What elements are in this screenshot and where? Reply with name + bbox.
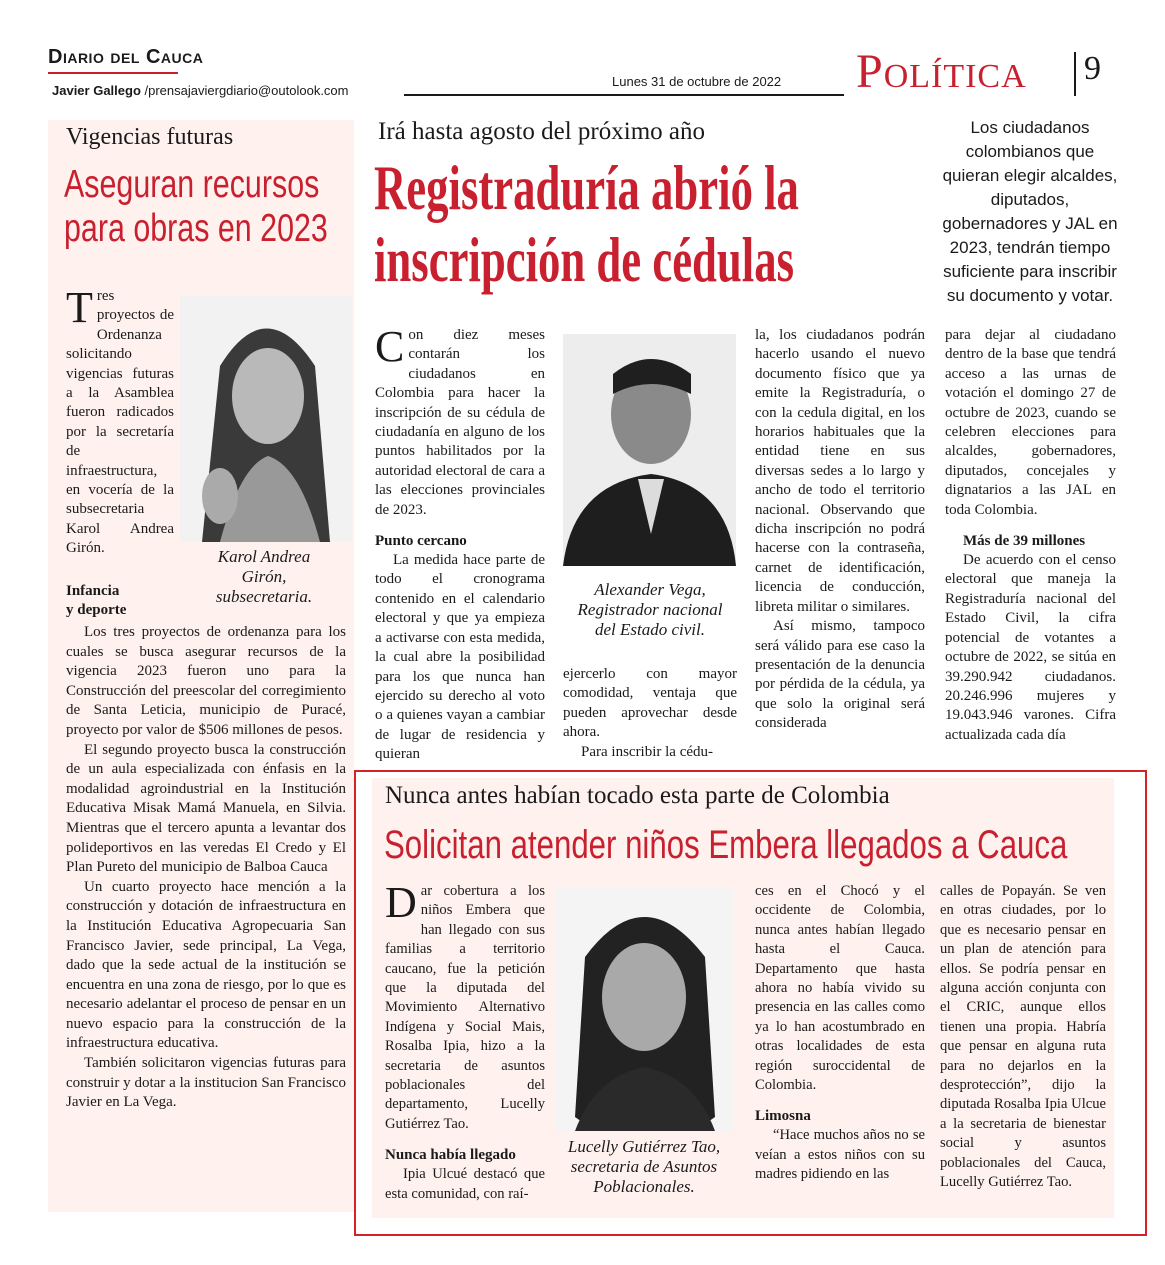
left-para-2: El segundo proyecto busca la construcción de un aula especializada con énfasis en la modalidad agroindustrial en la Institución Educativa Misak Mamá Manuela, en Silvia. Mientras que el tercero apunta a levantar dos polideportivos en las veredas El Credo y El Plan Pureto del municipio de Balboa Cauca bbox=[66, 741, 346, 876]
boxed-col1-para-2: Ipia Ulcué destacó que esta comunidad, con raí- bbox=[385, 1166, 545, 1202]
section-divider bbox=[1074, 52, 1076, 96]
boxed-column-4 bbox=[940, 882, 1106, 1193]
boxed-subhead-nunca: Nunca había llegado bbox=[385, 1147, 516, 1164]
main-column-3 bbox=[755, 326, 925, 734]
karol-photo-caption bbox=[176, 547, 352, 607]
section-name: Política bbox=[856, 45, 1027, 98]
author-line bbox=[52, 83, 349, 98]
left-para-3: Un cuarto proyecto hace mención a la construcción y dotación de infraestructura en la Institución Educativa Agropecuaria San Francisco Javier, sede principal, La Vega, dado que la sede actual de la institución se encuentra en una zona de riesgo, por lo que es necesario adelantar el proceso de pensar en un nuevo espacio para la construcción de la infraestructura educativa. bbox=[66, 878, 346, 1052]
alex-caption-line-2: Registrador nacional bbox=[577, 600, 723, 619]
newspaper-name: Diario del Cauca bbox=[48, 46, 204, 68]
person-portrait-icon bbox=[555, 887, 733, 1131]
newspaper-name-underline bbox=[48, 72, 178, 74]
boxed-subhead-limosna: Limosna bbox=[755, 1108, 811, 1125]
main-column-1 bbox=[375, 322, 545, 765]
lucelly-caption-line-1: Lucelly Gutiérrez Tao, bbox=[567, 1137, 721, 1156]
alexander-photo-caption bbox=[560, 580, 740, 640]
boxed-column-3 bbox=[755, 882, 925, 1185]
page-number: 9 bbox=[1084, 50, 1101, 87]
alex-caption-line-3: del Estado civil. bbox=[594, 620, 705, 639]
main-col1-para-2: La medida hace parte de todo el cronograma contenido en el calendario electoral y que ya empieza a activarse con esta medida, la cual abre la posibilidad para los que nunca han ejercido su derecho al voto o a quienes vayan a cambiar de lugar de residencia y quieran bbox=[375, 552, 545, 763]
left-headline-line-2: para obras en 2023 bbox=[64, 207, 328, 250]
left-headline-line-1: Aseguran recursos bbox=[64, 163, 320, 206]
left-subhead-line-2: y deporte bbox=[66, 602, 127, 618]
main-article-headline bbox=[374, 152, 799, 296]
karol-caption-line-1: Karol Andrea bbox=[217, 547, 311, 566]
boxed-dropcap: D bbox=[385, 878, 417, 927]
main-article-summary: Los ciudadanos colombianos que quieran elegir alcaldes, diputados, gobernadores y JAL en 2023, tendrán tiempo suficiente para inscribir su documento y votar. bbox=[942, 118, 1118, 305]
left-dropcap: T bbox=[66, 283, 93, 332]
left-para-1: Los tres proyectos de ordenanza para los cuales se busca asegurar recursos de la vigencia 2023 fueron uno para la Construcción del preescolar del corregimiento de Santa Leticia, municipio de Puracé, proyecto por valor de $506 millones de pesos. bbox=[66, 624, 346, 738]
left-article-body bbox=[66, 623, 346, 1113]
author-name: Javier Gallego bbox=[52, 83, 141, 98]
lucelly-photo-caption bbox=[548, 1137, 740, 1197]
lucelly-gutierrez-photo bbox=[555, 887, 733, 1131]
left-article-headline bbox=[64, 163, 328, 251]
left-article-intro bbox=[66, 283, 174, 559]
main-col4-para-2: De acuerdo con el censo electoral que maneja la Registraduría nacional del Estado Civil, la cifra potencial de votantes a octubre de 2022, se sitúa en 39.290.942 ciudadanos. 20.246.996 mujeres y 19.043.946 varones. Cifra actualizada cada día bbox=[945, 552, 1116, 743]
main-headline-line-2: inscripción de cédulas bbox=[374, 225, 795, 295]
main-column-2 bbox=[563, 665, 737, 762]
person-portrait-icon bbox=[563, 334, 736, 566]
left-subhead bbox=[66, 582, 176, 620]
main-col2-para-1: ejercerlo con mayor comodidad, ventaja que pueden aprovechar desde ahora. bbox=[563, 666, 737, 741]
main-subhead-millones: Más de 39 millones bbox=[963, 533, 1086, 550]
left-article-kicker: Vigencias futuras bbox=[66, 124, 234, 150]
boxed-col3-para-2: “Hace muchos años no se veían a estos niños con su madres pidiendo en las bbox=[755, 1127, 925, 1183]
boxed-col3-para-1: ces en el Chocó y el occidente de Colombia, nunca antes habían llegado hasta el Cauca. Departamento que hasta ahora no había vivido su presencia en las calles como ya lo han acostumbrado en otras localidades de esta región suroccidental de Colombia. bbox=[755, 883, 925, 1094]
boxed-column-1 bbox=[385, 878, 545, 1204]
alex-caption-line-1: Alexander Vega, bbox=[594, 580, 706, 599]
left-intro-text: res proyectos de Ordenanza solicitando vigencias futuras a la Asamblea fueron radicados por la secretaría de infraestructura, en vocería de la subsecretaria Karol Andrea Girón. bbox=[66, 288, 174, 557]
karol-giron-photo bbox=[180, 296, 352, 542]
main-col1-para-1: on diez meses contarán los ciudadanos en Colombia para hacer la inscripción de su cédula de ciudadanía en alguno de los puntos habilitados por la autoridad electoral de cara a las elecciones provinciales de 2023. bbox=[375, 327, 545, 518]
karol-caption-line-3: subsecretaria. bbox=[215, 587, 313, 606]
main-headline-line-1: Registraduría abrió la bbox=[374, 153, 799, 223]
main-col3-para-2: Así mismo, tampoco será válido para ese caso la presentación de la denuncia por pérdida de la cédula, ya que solo la original será considerada bbox=[755, 618, 925, 732]
boxed-article-headline: Solicitan atender niños Embera llegados a Cauca bbox=[384, 823, 1068, 867]
main-dropcap: C bbox=[375, 322, 405, 371]
main-article-kicker: Irá hasta agosto del próximo año bbox=[378, 118, 705, 145]
alexander-vega-photo bbox=[563, 334, 736, 566]
boxed-col1-para-1: ar cobertura a los niños Embera que han llegado con sus familias a territorio caucano, fue la petición que la diputada del Movimiento Alternativo Indígena y Social Mais, Rosalba Ipia, hizo a la secretaria de asuntos poblacionales del departamento, Lucelly Gutiérrez Tao. bbox=[385, 883, 545, 1132]
left-subhead-line-1: Infancia bbox=[66, 583, 120, 599]
main-col4-para-1: para dejar al ciudadano dentro de la base que tendrá acceso a las urnas de votación el domingo 27 de octubre de 2023, cuando se celebren elecciones para alcaldes, gobernadores, diputados, concejales y dignatarios a las JAL en toda Colombia. bbox=[945, 327, 1116, 518]
lucelly-caption-line-2: secretaria de Asuntos bbox=[570, 1157, 718, 1176]
date-rule bbox=[404, 94, 844, 96]
main-col3-para-1: la, los ciudadanos podrán hacerlo usando el nuevo documento físico que ya emite la Registraduría, o con la cedula digital, en los horarios habituales que la entidad tiene en sus diversas sedes a lo largo y ancho de todo el territorio nacional. Observando que dicha inscripción no podrá hacerse con la contraseña, carnet de identificación, licencia de conducción, libreta militar o similares. bbox=[755, 327, 925, 615]
lucelly-caption-line-3: Poblacionales. bbox=[593, 1177, 695, 1196]
main-col2-para-2: Para inscribir la cédu- bbox=[581, 743, 714, 760]
issue-date: Lunes 31 de octubre de 2022 bbox=[612, 74, 782, 89]
boxed-article-kicker: Nunca antes habían tocado esta parte de Colombia bbox=[385, 782, 890, 809]
boxed-col4-para-1: calles de Popayán. Se ven en otras ciudades, por lo que es necesario pensar en un plan de atención para ellos. Se podría pensar en alguna acción conjunta con el CRIC, aunque ellos tienen una propia. Habría que pensar en alguna ruta para no dejarlos en la desprotección”, dijo la diputada Rosalba Ipia Ulcue a la secretaria de bienestar social y asuntos poblacionales del Cauca, Lucelly Gutiérrez Tao. bbox=[940, 883, 1106, 1191]
left-para-4: También solicitaron vigencias futuras para construir y dotar a la institucion San Francisco Javier en La Vega. bbox=[66, 1055, 346, 1111]
author-email: /prensajaviergdiario@outolook.com bbox=[144, 83, 349, 98]
main-column-4 bbox=[945, 326, 1116, 745]
karol-caption-line-2: Girón, bbox=[241, 567, 287, 586]
person-portrait-icon bbox=[180, 296, 352, 542]
main-subhead-punto-cercano: Punto cercano bbox=[375, 533, 467, 550]
